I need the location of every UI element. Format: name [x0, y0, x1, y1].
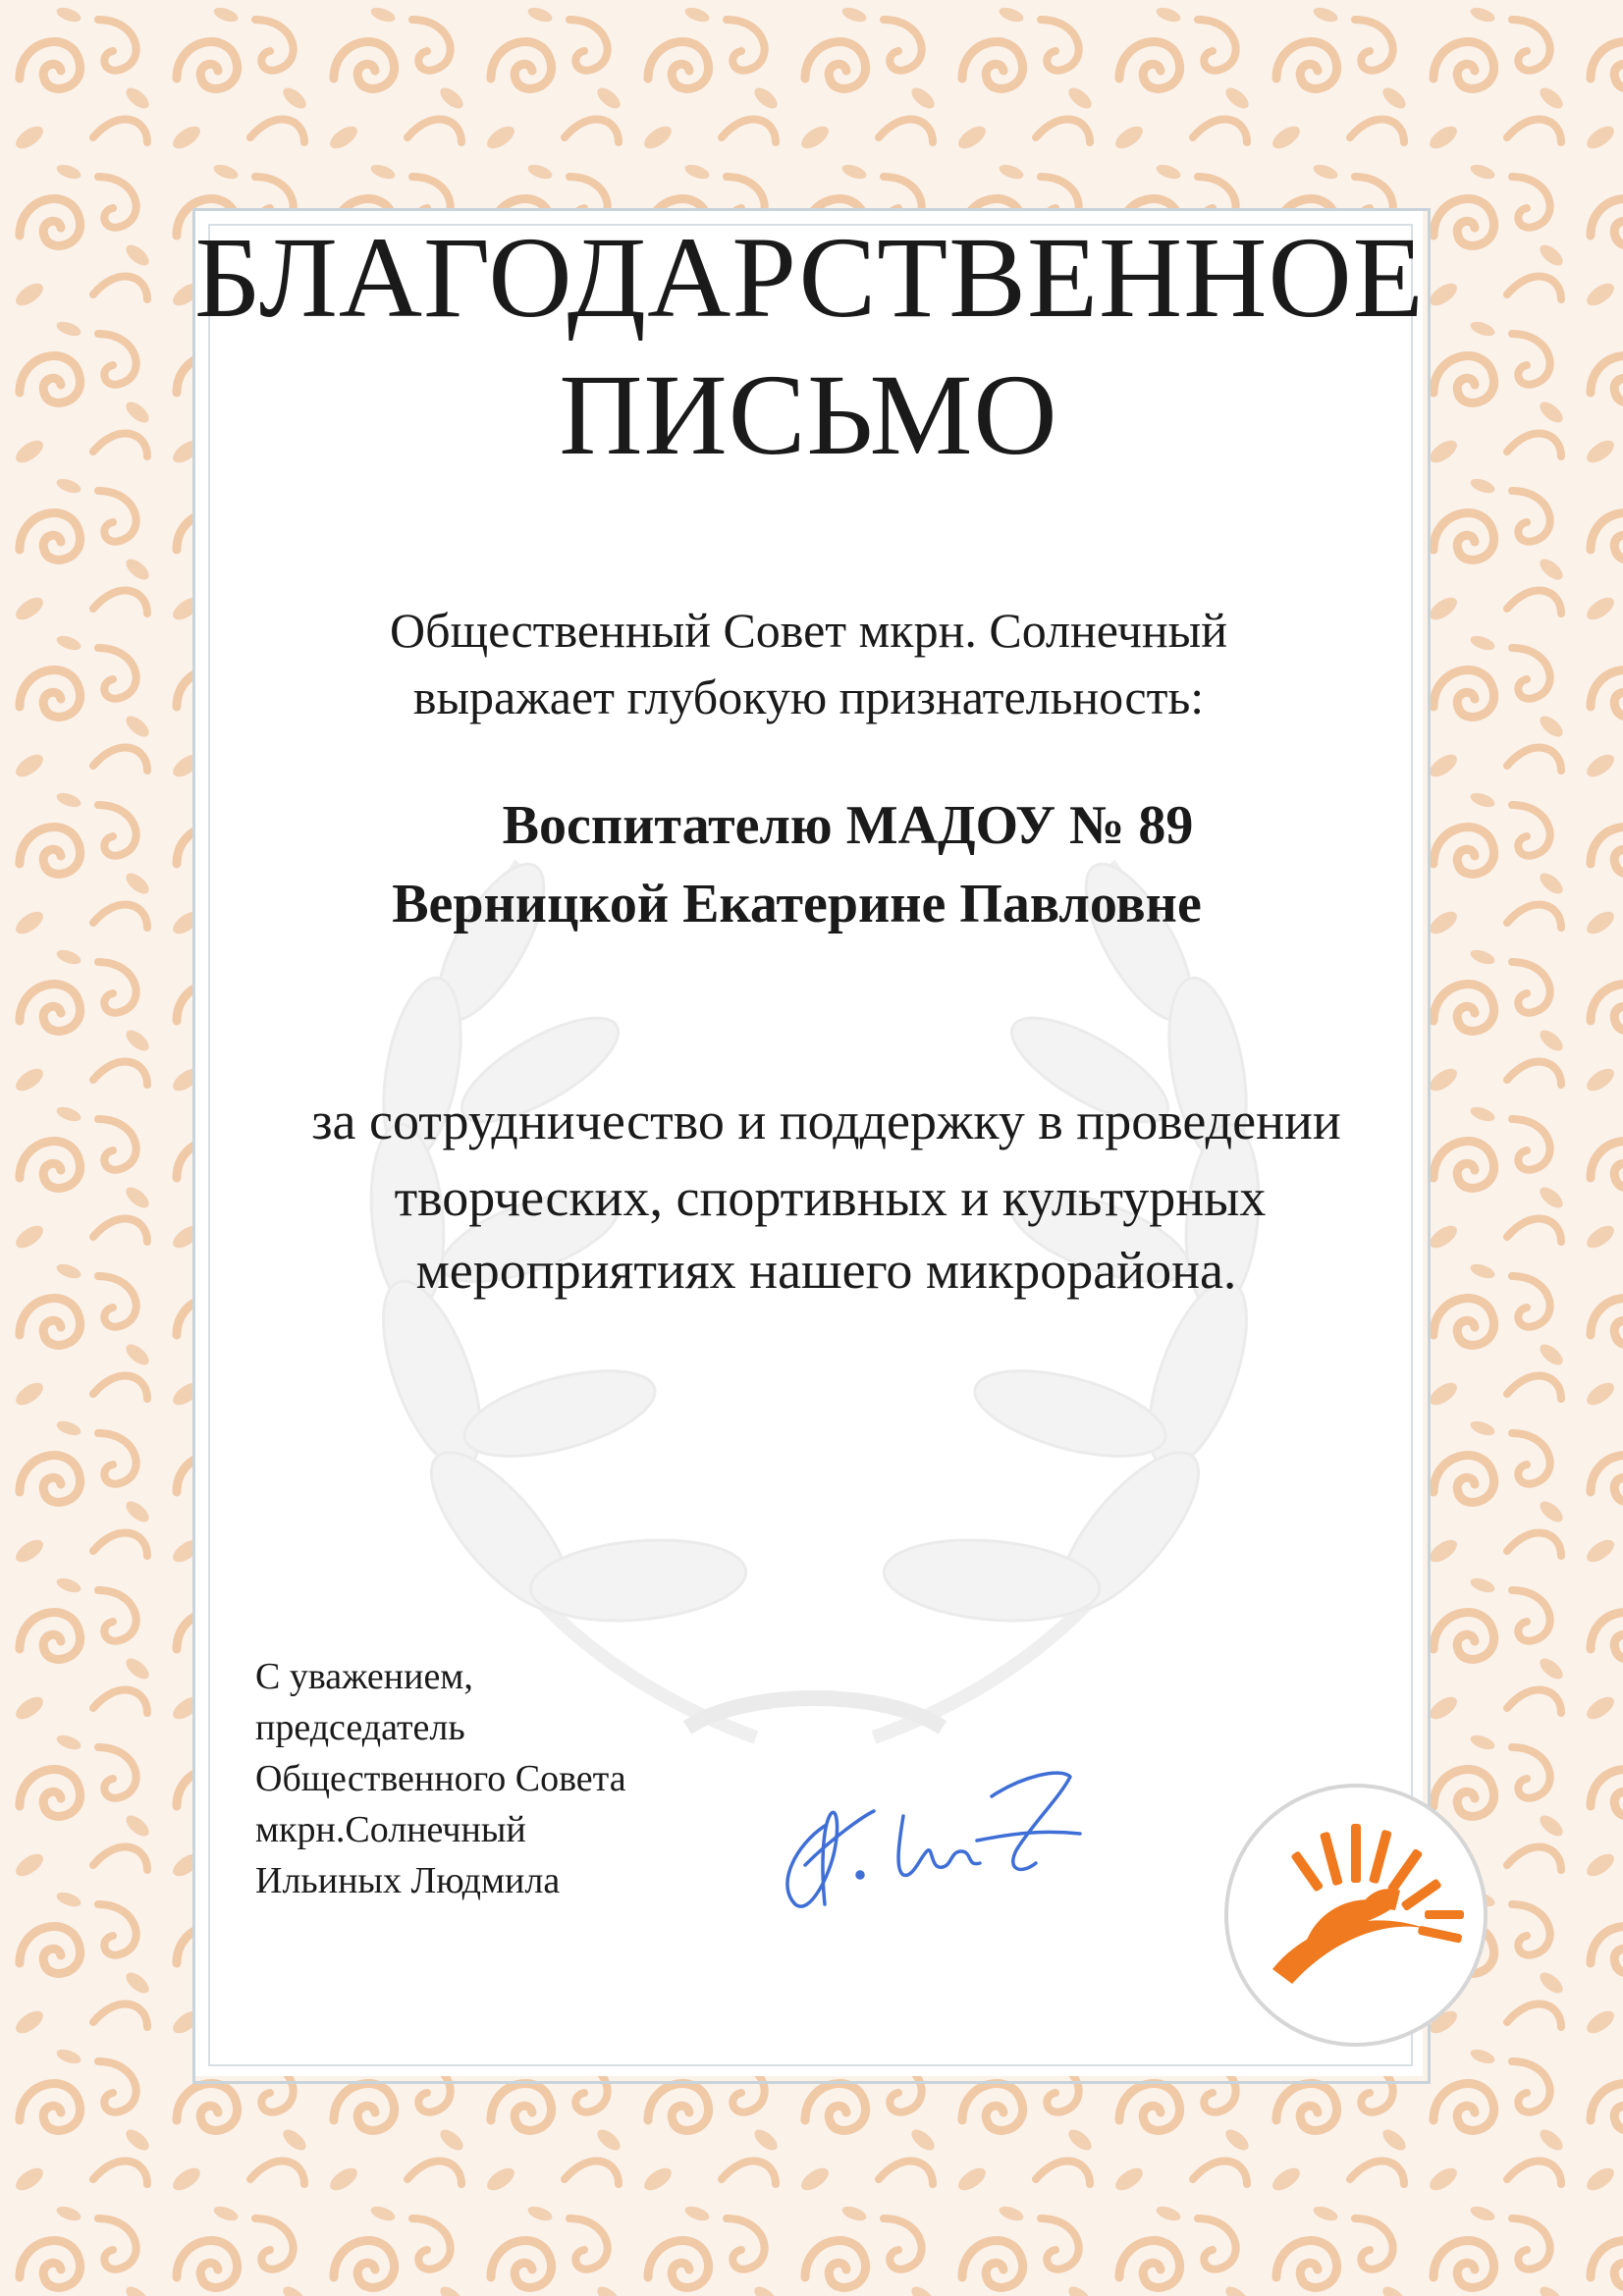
title-line-2: ПИСЬМО	[559, 350, 1058, 479]
signature-closing: С уважением,	[255, 1656, 473, 1697]
reason-line-2: творческих, спортивных и культурных	[394, 1168, 1267, 1227]
reason-line-1: за сотрудничество и поддержку в проведении	[311, 1092, 1341, 1150]
reason-line-3: мероприятиях нашего микрорайона.	[415, 1241, 1237, 1300]
signature-role: председатель	[255, 1707, 465, 1748]
signature-organization: Общественного Совета	[255, 1758, 626, 1799]
title-line-1: БЛАГОДАРСТВЕННОЕ	[194, 213, 1425, 342]
intro-line-1: Общественный Совет мкрн. Солнечный	[390, 603, 1227, 658]
recipient-name: Верницкой Екатерине Павловне	[392, 874, 1202, 934]
sun-logo-icon	[1214, 1773, 1498, 2057]
signature-district: мкрн.Солнечный	[255, 1809, 526, 1850]
signatory-name: Ильиных Людмила	[255, 1860, 561, 1901]
intro-line-2: выражает глубокую признательность:	[412, 669, 1205, 724]
handwritten-signature	[766, 1757, 1090, 1924]
recipient-position: Воспитателю МАДОУ № 89	[502, 795, 1194, 856]
